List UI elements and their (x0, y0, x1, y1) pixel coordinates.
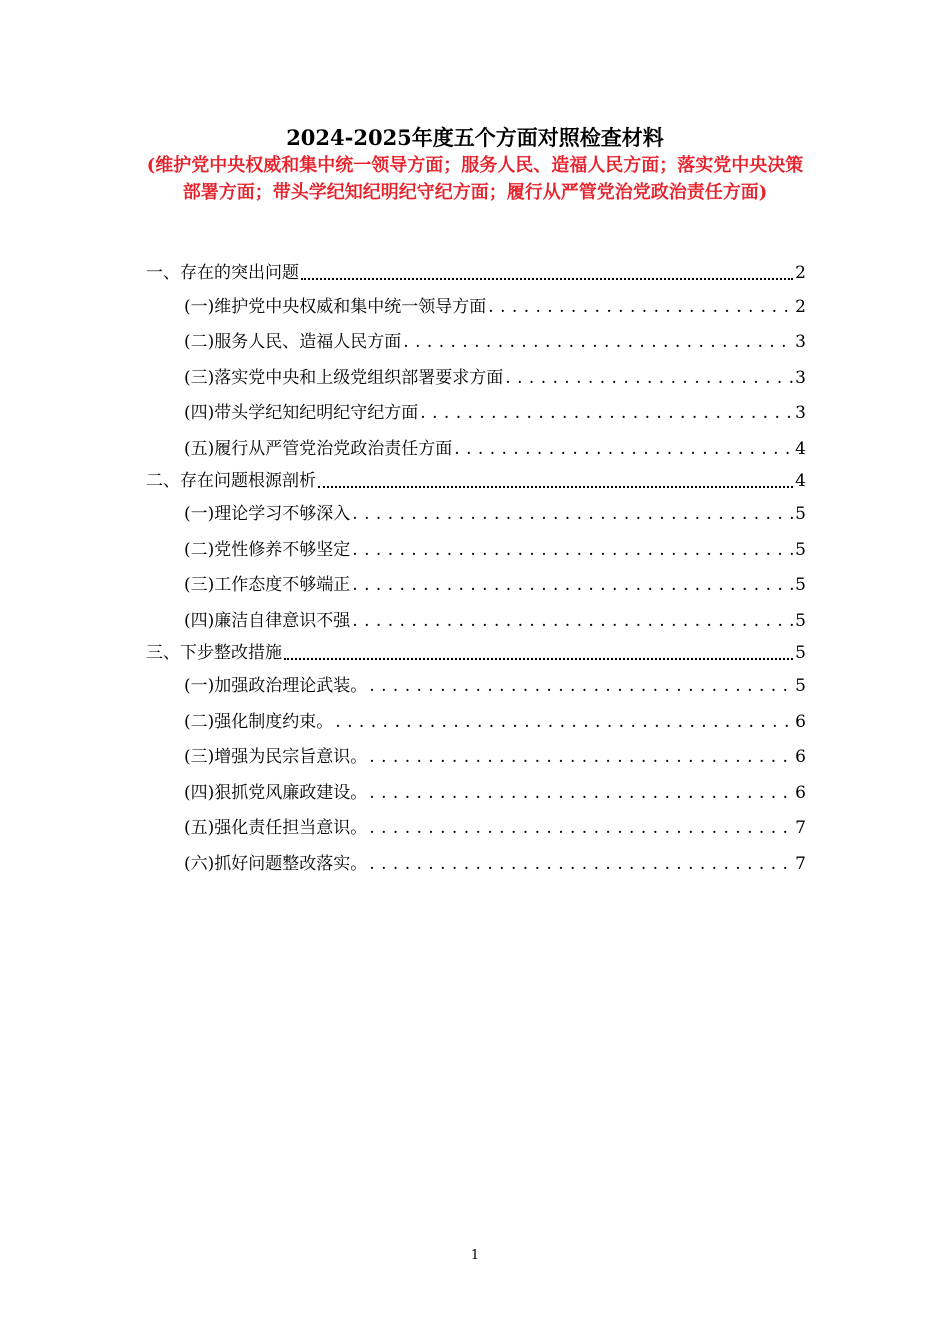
toc-dot-leader (369, 849, 793, 879)
toc-dot-leader (454, 434, 793, 464)
table-of-contents (146, 256, 806, 879)
toc-subsection-entry[interactable] (146, 529, 806, 565)
toc-entry-title: (一)理论学习不够深入 (184, 504, 351, 524)
toc-entry-title: (五)履行从严管党治党政治责任方面 (184, 438, 453, 459)
toc-subsection-entry[interactable] (146, 808, 806, 844)
document-subtitle: (维护党中央权威和集中统一领导方面；服务人民、造福人民方面；落实党中央决策部署方面；带头学纪知纪明纪守纪方面；履行从严管党治党政治责任方面) (146, 155, 804, 203)
toc-page-number: 7 (795, 853, 806, 874)
toc-dot-leader (369, 742, 793, 772)
toc-page-number: 2 (795, 263, 806, 283)
toc-subsection-entry[interactable] (146, 600, 806, 636)
toc-page-number: 3 (795, 332, 806, 352)
toc-dot-leader (352, 535, 793, 565)
toc-entry-title: (三)增强为民宗旨意识。 (184, 747, 368, 767)
toc-entry-title: 三、下步整改措施 (146, 642, 282, 663)
toc-entry-title: (三)落实党中央和上级党组织部署要求方面 (184, 367, 504, 388)
toc-dot-leader (318, 486, 793, 488)
toc-page-number: 2 (795, 296, 806, 317)
toc-page-number: 5 (795, 504, 806, 524)
toc-subsection-entry[interactable] (146, 843, 806, 879)
toc-section-entry[interactable] (146, 464, 806, 494)
toc-subsection-entry[interactable] (146, 772, 806, 808)
toc-section-entry[interactable] (146, 636, 806, 666)
toc-entry-title: (四)廉洁自律意识不强 (184, 610, 351, 631)
toc-entry-title: (四)带头学纪知纪明纪守纪方面 (184, 403, 419, 423)
toc-dot-leader (335, 707, 793, 737)
toc-dot-leader (488, 292, 793, 322)
toc-entry-title: (三)工作态度不够端正 (184, 575, 351, 595)
toc-dot-leader (505, 363, 793, 393)
toc-entry-title: (一)维护党中央权威和集中统一领导方面 (184, 296, 487, 317)
toc-subsection-entry[interactable] (146, 357, 806, 393)
document-title: 2024-2025年度五个方面对照检查材料 (286, 125, 664, 150)
toc-page-number: 5 (795, 610, 806, 631)
toc-dot-leader (352, 499, 793, 529)
toc-dot-leader (369, 778, 793, 808)
page-number: 1 (470, 1248, 480, 1263)
toc-subsection-entry[interactable] (146, 494, 806, 530)
toc-subsection-entry[interactable] (146, 393, 806, 429)
toc-page-number: 5 (795, 539, 806, 560)
toc-page-number: 4 (795, 438, 806, 459)
toc-entry-title: (二)强化制度约束。 (184, 711, 334, 732)
toc-subsection-entry[interactable] (146, 428, 806, 464)
toc-page-number: 5 (795, 642, 806, 663)
toc-page-number: 5 (795, 575, 806, 595)
toc-entry-title: (二)党性修养不够坚定 (184, 539, 351, 560)
toc-entry-title: (四)狠抓党风廉政建设。 (184, 782, 368, 803)
toc-page-number: 7 (795, 818, 806, 838)
toc-dot-leader (352, 570, 793, 600)
toc-subsection-entry[interactable] (146, 666, 806, 702)
toc-section-entry[interactable] (146, 256, 806, 286)
toc-subsection-entry[interactable] (146, 286, 806, 322)
toc-subsection-entry[interactable] (146, 737, 806, 773)
toc-dot-leader (403, 327, 793, 357)
toc-page-number: 6 (795, 782, 806, 803)
toc-page-number: 6 (795, 711, 806, 732)
toc-entry-title: 二、存在问题根源剖析 (146, 470, 316, 491)
toc-dot-leader (301, 278, 793, 280)
toc-page-number: 6 (795, 747, 806, 767)
toc-page-number: 3 (795, 403, 806, 423)
toc-page-number: 5 (795, 676, 806, 696)
toc-dot-leader (284, 658, 793, 660)
toc-subsection-entry[interactable] (146, 565, 806, 601)
toc-entry-title: (六)抓好问题整改落实。 (184, 853, 368, 874)
toc-dot-leader (352, 606, 793, 636)
toc-dot-leader (369, 813, 793, 843)
toc-dot-leader (420, 398, 793, 428)
toc-entry-title: 一、存在的突出问题 (146, 263, 299, 283)
toc-page-number: 4 (795, 470, 806, 491)
toc-entry-title: (二)服务人民、造福人民方面 (184, 332, 402, 352)
toc-entry-title: (一)加强政治理论武装。 (184, 676, 368, 696)
toc-entry-title: (五)强化责任担当意识。 (184, 818, 368, 838)
toc-page-number: 3 (795, 367, 806, 388)
toc-subsection-entry[interactable] (146, 322, 806, 358)
toc-dot-leader (369, 671, 793, 701)
toc-subsection-entry[interactable] (146, 701, 806, 737)
